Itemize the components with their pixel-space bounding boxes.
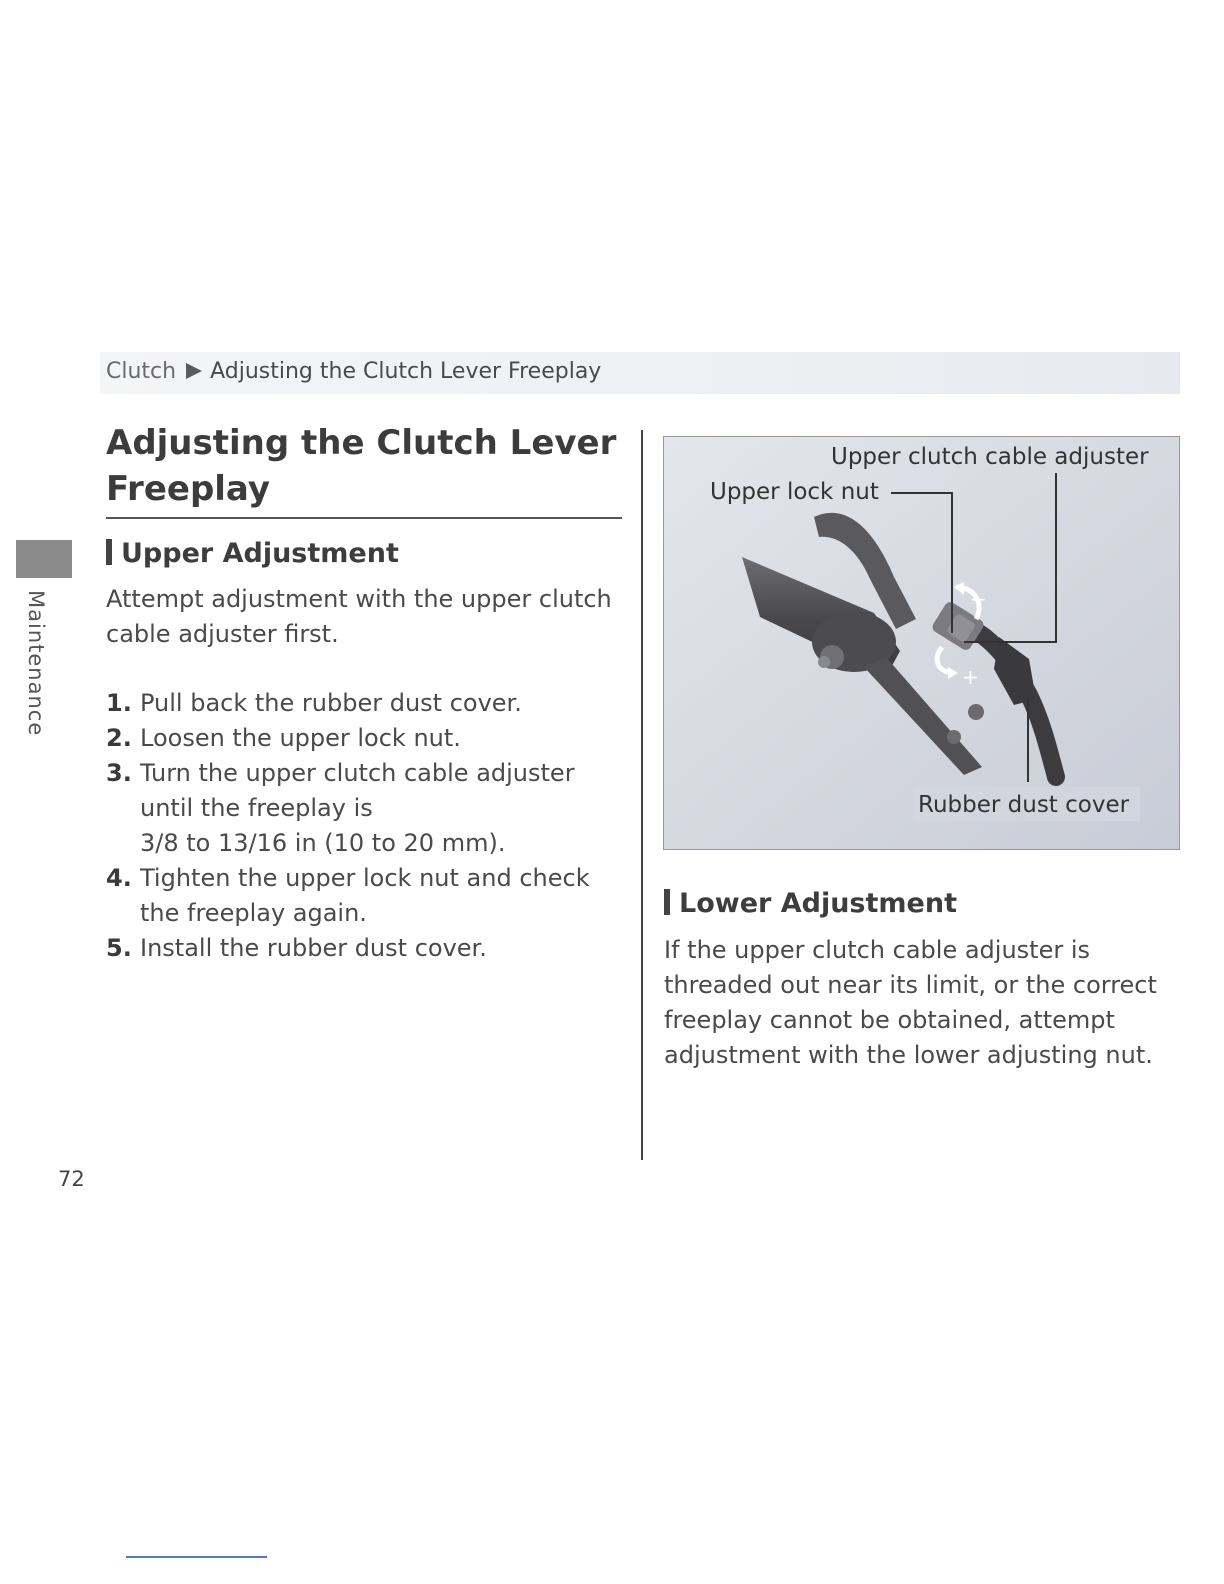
- upper-heading-text: Upper Adjustment: [121, 538, 399, 569]
- minus-sign: −: [970, 587, 987, 611]
- step-text-freeplay-value: 3/8 to 13/16 in (10 to 20 mm).: [140, 829, 506, 857]
- clutch-lever-figure: [663, 436, 1180, 850]
- list-item: [106, 861, 626, 931]
- step-text: Turn the upper clutch cable adjuster until the freeplay is: [140, 759, 575, 822]
- step-text: Tighten the upper lock nut and check the freeplay again.: [140, 864, 590, 927]
- triangle-right-icon: [186, 363, 202, 379]
- step-text: Pull back the rubber dust cover.: [140, 689, 522, 717]
- step-text: Loosen the upper lock nut.: [140, 724, 461, 752]
- side-tab-label: Maintenance: [24, 590, 48, 737]
- list-item: [106, 686, 626, 721]
- lower-heading-text: Lower Adjustment: [679, 888, 957, 919]
- list-item: [106, 931, 626, 966]
- list-item: [106, 721, 626, 756]
- step-number: 4.: [106, 864, 132, 892]
- breadcrumb-parent[interactable]: Clutch: [106, 359, 177, 384]
- callout-upper-clutch-cable-adjuster: Upper clutch cable adjuster: [831, 444, 1149, 470]
- step-number: 3.: [106, 759, 132, 787]
- step-number: 2.: [106, 724, 132, 752]
- plus-sign: +: [962, 665, 979, 689]
- steps-list: [106, 686, 626, 966]
- callout-rubber-dust-cover: Rubber dust cover: [918, 792, 1130, 818]
- heading-bar-icon: [106, 539, 112, 565]
- footer-rule: [126, 1556, 267, 1558]
- lower-adjustment-heading: [664, 886, 957, 922]
- step-text: Install the rubber dust cover.: [140, 934, 487, 962]
- lower-text: If the upper clutch cable adjuster is threaded out near its limit, or the correct freeplay cannot be obtained, attempt adjustment with the lower adjusting nut.: [664, 936, 1157, 1069]
- callout-upper-lock-nut: Upper lock nut: [710, 479, 879, 505]
- page-title: Adjusting the Clutch Lever Freeplay: [106, 423, 617, 509]
- breadcrumb: [106, 357, 601, 387]
- step-number: 5.: [106, 934, 132, 962]
- breadcrumb-current: Adjusting the Clutch Lever Freeplay: [210, 359, 602, 384]
- heading-bar-icon: [664, 889, 670, 915]
- column-divider: [641, 430, 643, 1160]
- step-number: 1.: [106, 689, 132, 717]
- upper-adjustment-heading: [106, 536, 399, 572]
- page-number: 72: [58, 1167, 85, 1191]
- list-item: [106, 756, 626, 861]
- side-tab-marker: [16, 540, 72, 578]
- title-divider: [106, 517, 622, 519]
- upper-intro: Attempt adjustment with the upper clutch cable adjuster first.: [106, 585, 612, 648]
